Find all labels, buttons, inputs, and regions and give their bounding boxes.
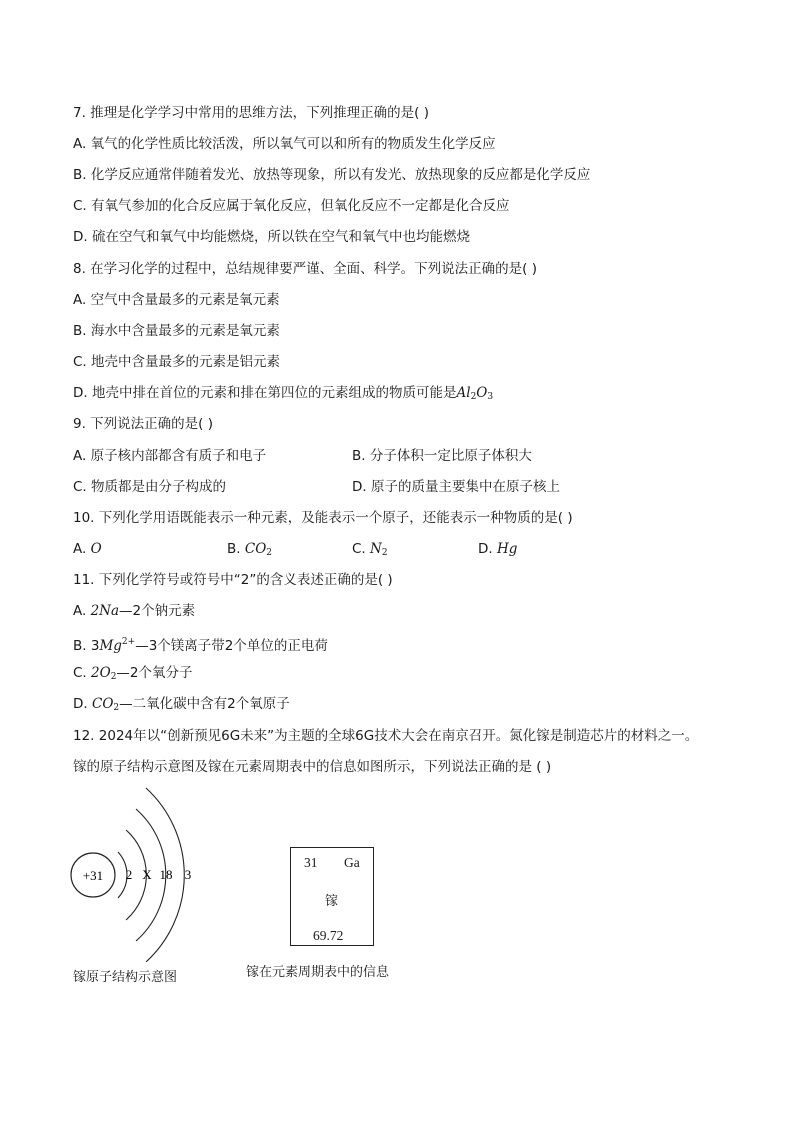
q7-stem: 7. 推理是化学学习中常用的思维方法，下列推理正确的是( ) (73, 105, 429, 121)
shell-3-electrons: 18 (159, 867, 173, 882)
atom-caption: 镓原子结构示意图 (73, 970, 178, 985)
q10-stem: 10. 下列化学用语既能表示一种元素，及能表示一个原子，还能表示一种物质的是( ) (73, 510, 573, 526)
q11-stem: 11. 下列化学符号或符号中“2”的含义表述正确的是( ) (73, 572, 393, 588)
q9-option-b: B. 分子体积一定比原子体积大 (352, 448, 532, 464)
q8-option-d-formula: $Al_2O_3$ (456, 385, 494, 402)
q11-option-a: A. 2Na—2个钠元素 (73, 603, 196, 619)
q8-stem: 8. 在学习化学的过程中，总结规律要严谨、全面、科学。下列说法正确的是( ) (73, 261, 537, 277)
shell-4-electrons: 3 (184, 867, 192, 882)
q8-option-c: C. 地壳中含量最多的元素是铝元素 (73, 354, 281, 370)
q8-option-d-text: D. 地壳中排在首位的元素和排在第四位的元素组成的物质可能是 (73, 385, 457, 401)
q8-option-a: A. 空气中含量最多的元素是氧元素 (73, 292, 280, 308)
q7-option-b: B. 化学反应通常伴随着发光、放热等现象，所以有发光、放热现象的反应都是化学反应 (73, 167, 591, 183)
element-name: 镓 (325, 894, 339, 909)
q11-option-c: C. $2O_2—2$个氧分子 (73, 665, 193, 682)
q7-option-d: D. 硫在空气和氧气中均能燃烧，所以铁在空气和氧气中也均能燃烧 (73, 229, 470, 245)
q12-stem-line2: 镓的原子结构示意图及镓在元素周期表中的信息如图所示，下列说法正确的是 ( ) (73, 759, 552, 775)
q9-option-a: A. 原子核内部都含有质子和电子 (73, 448, 267, 464)
shell-2-electrons: X (142, 867, 152, 882)
element-caption: 镓在元素周期表中的信息 (246, 965, 390, 980)
periodic-table-cell (290, 847, 374, 946)
q11-option-b: B. $3Mg^{2+}—3$个镁离子带2个单位的正电荷 (73, 637, 328, 654)
q9-stem: 9. 下列说法正确的是( ) (73, 416, 213, 432)
q8-option-d (73, 384, 493, 406)
q8-option-b: B. 海水中含量最多的元素是氧元素 (73, 323, 280, 339)
q9-option-c: C. 物质都是由分子构成的 (73, 479, 227, 495)
q12-stem-line1: 12. 2024年以“创新预见6G未来”为主题的全球6G技术大会在南京召开。氮化镓是制造芯片的材料之一。 (73, 728, 699, 744)
q7-option-c: C. 有氧气参加的化合反应属于氧化反应，但氧化反应不一定都是化合反应 (73, 198, 510, 214)
atomic-mass: 69.72 (313, 928, 344, 943)
q10-option-d: D. Hg (478, 541, 518, 557)
nucleus-charge: +31 (82, 868, 104, 883)
shell-1-electrons: 2 (125, 867, 133, 882)
q10-option-c: C. $N_2$ (352, 541, 388, 558)
element-symbol: Ga (344, 855, 360, 870)
q10-option-b: B. $CO_2$ (227, 541, 272, 558)
q10-option-a: A. O (73, 541, 102, 557)
q9-option-d: D. 原子的质量主要集中在原子核上 (352, 479, 560, 495)
atomic-number: 31 (304, 855, 318, 870)
q7-option-a: A. 氧气的化学性质比较活泼，所以氧气可以和所有的物质发生化学反应 (73, 136, 496, 152)
atom-structure-diagram (60, 782, 220, 962)
q11-option-d: D. $CO_2—$二氧化碳中含有2个氧原子 (73, 696, 290, 713)
